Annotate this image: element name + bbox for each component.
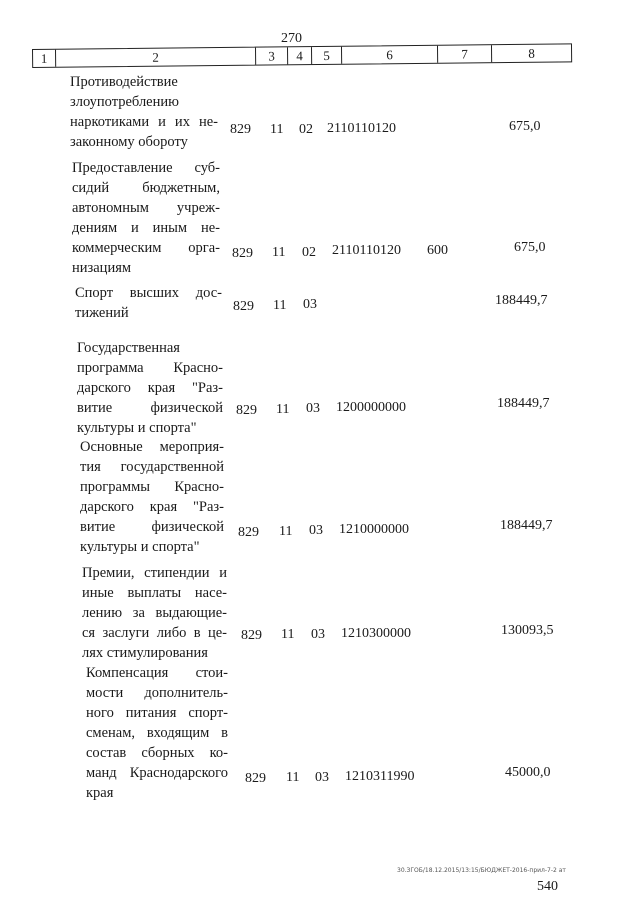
row-name-line: низациям xyxy=(72,260,132,276)
row-pr: 03 xyxy=(303,297,317,312)
row-sum: 188449,7 xyxy=(497,396,550,411)
row-ved: 829 xyxy=(230,122,251,137)
row-name xyxy=(82,563,227,663)
row-pr: 03 xyxy=(306,401,320,416)
row-rz: 11 xyxy=(273,298,287,313)
row-name-line: Основные мероприя- xyxy=(80,439,224,455)
row-name-line: ся заслуги либо в це- xyxy=(82,625,227,641)
row-csr: 2110110120 xyxy=(327,121,396,136)
page-number-bottom: 540 xyxy=(537,879,558,894)
row-name-line: мости дополнитель- xyxy=(86,685,228,701)
document-footer-note: 30.ЗГОБ/18.12.2015/13:15/БЮДЖЕТ-2016-прил-7-2 ат xyxy=(397,867,566,874)
row-ved: 829 xyxy=(241,628,262,643)
row-name xyxy=(75,283,222,323)
header-col-1: 1 xyxy=(40,50,48,66)
row-name-line: края xyxy=(86,785,114,801)
row-name-line: наркотиками и их не- xyxy=(70,114,218,130)
row-name-line: Государственная xyxy=(77,340,180,356)
row-rz: 11 xyxy=(279,524,293,539)
row-name-line: Компенсация стои- xyxy=(86,665,228,681)
row-name-line: автономным учреж- xyxy=(72,200,220,216)
row-sum: 675,0 xyxy=(514,240,546,255)
row-name-line: Спорт высших дос- xyxy=(75,285,222,301)
row-name-line: витие физической xyxy=(77,400,223,416)
row-sum: 188449,7 xyxy=(495,293,548,308)
row-ved: 829 xyxy=(232,246,253,261)
row-rz: 11 xyxy=(272,245,286,260)
row-name-line: манд Краснодарского xyxy=(86,765,228,781)
row-name-line: Предоставление суб- xyxy=(72,160,220,176)
row-name-line: лению за выдающие- xyxy=(82,605,227,621)
row-name-line: коммерческим орга- xyxy=(72,240,220,256)
row-name-line: дарского края "Раз- xyxy=(77,380,223,396)
row-pr: 03 xyxy=(309,523,323,538)
row-name-line: лях стимулирования xyxy=(82,645,208,661)
row-name-line: программы Красно- xyxy=(80,479,224,495)
row-name-line: культуры и спорта" xyxy=(77,420,197,436)
page-number-top: 270 xyxy=(281,31,302,46)
row-name-line: тия государственной xyxy=(80,459,224,475)
row-ved: 829 xyxy=(233,299,254,314)
row-name-line: злоупотреблению xyxy=(70,94,179,110)
header-col-8: 8 xyxy=(491,44,571,62)
row-name-line: витие физической xyxy=(80,519,224,535)
row-rz: 11 xyxy=(270,122,284,137)
header-col-3: 3 xyxy=(255,47,287,64)
row-name-line: дениям и иным не- xyxy=(72,220,220,236)
row-name xyxy=(86,663,228,803)
row-sum: 130093,5 xyxy=(501,623,554,638)
row-csr: 1210300000 xyxy=(341,626,411,641)
row-name xyxy=(70,72,218,152)
row-name xyxy=(72,158,220,278)
row-ved: 829 xyxy=(238,525,259,540)
row-csr: 2110110120 xyxy=(332,243,401,258)
row-sum: 675,0 xyxy=(509,119,541,134)
header-col-4: 4 xyxy=(287,47,311,64)
row-rz: 11 xyxy=(281,627,295,642)
row-name-line: состав сборных ко- xyxy=(86,745,228,761)
row-name xyxy=(80,437,224,557)
row-name xyxy=(77,338,223,438)
row-vr: 600 xyxy=(427,243,448,258)
row-name-line: тижений xyxy=(75,305,129,321)
header-col-7: 7 xyxy=(437,45,491,63)
row-ved: 829 xyxy=(236,403,257,418)
row-rz: 11 xyxy=(276,402,290,417)
row-name-line: иные выплаты насе- xyxy=(82,585,227,601)
row-name-line: сменам, входящим в xyxy=(86,725,228,741)
table-header-row xyxy=(32,43,572,68)
row-sum: 45000,0 xyxy=(505,765,551,780)
header-col-2: 2 xyxy=(55,48,255,67)
row-pr: 03 xyxy=(311,627,325,642)
row-name-line: программа Красно- xyxy=(77,360,223,376)
row-csr: 1210000000 xyxy=(339,522,409,537)
row-pr: 03 xyxy=(315,770,329,785)
row-csr: 1210311990 xyxy=(345,769,415,784)
row-ved: 829 xyxy=(245,771,266,786)
row-csr: 1200000000 xyxy=(336,400,406,415)
row-name-line: ного питания спорт- xyxy=(86,705,228,721)
header-col-5: 5 xyxy=(311,47,341,64)
row-name-line: культуры и спорта" xyxy=(80,539,200,555)
row-name-line: дарского края "Раз- xyxy=(80,499,224,515)
row-pr: 02 xyxy=(299,122,313,137)
row-sum: 188449,7 xyxy=(500,518,553,533)
row-name-line: сидий бюджетным, xyxy=(72,180,220,196)
header-col-6: 6 xyxy=(341,46,437,64)
row-rz: 11 xyxy=(286,770,300,785)
row-pr: 02 xyxy=(302,245,316,260)
row-name-line: законному обороту xyxy=(70,134,188,150)
row-name-line: Противодействие xyxy=(70,74,178,90)
row-name-line: Премии, стипендии и xyxy=(82,565,227,581)
